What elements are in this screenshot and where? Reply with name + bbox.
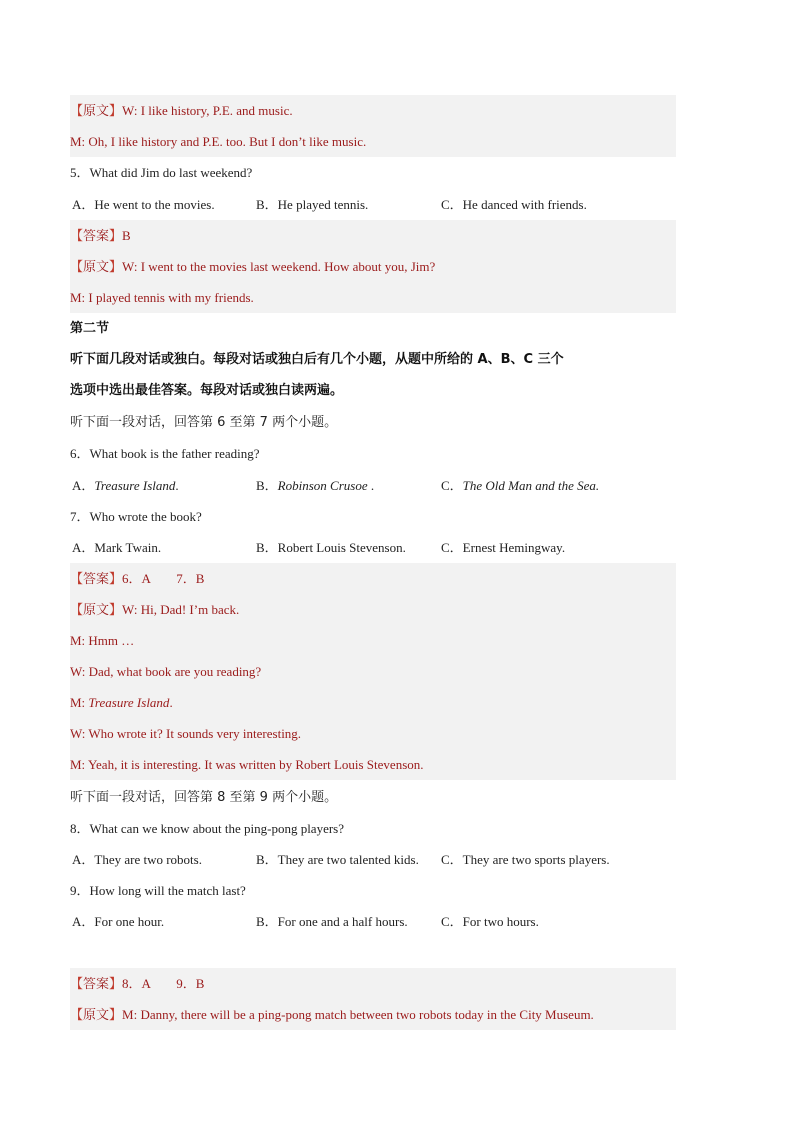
transcript-line: [70, 625, 676, 656]
question-text: 8．What can we know about the ping-pong players?: [70, 821, 345, 836]
answer-line: [70, 968, 676, 999]
bracket-open: 【: [70, 603, 84, 618]
transcript-text: W: I like history, P.E. and music.: [122, 103, 293, 118]
option-title: The Old Man and the Sea.: [462, 478, 600, 493]
option-title: Treasure Island: [94, 478, 176, 493]
question-9: [70, 875, 676, 906]
transcript-line: [70, 749, 676, 780]
answer-tag: 答案: [83, 572, 110, 587]
question-7: [70, 501, 676, 532]
transcript-title: Treasure Island: [88, 695, 170, 710]
question-text: 5．What did Jim do last weekend?: [70, 165, 253, 180]
transcript-line: [70, 656, 676, 687]
question-5: [70, 157, 676, 188]
transcript-speaker: M:: [70, 695, 89, 710]
bracket-close: 】: [109, 229, 123, 244]
option-b: B．He played tennis.: [256, 197, 369, 212]
option-a: A．They are two robots.: [72, 852, 202, 867]
question-text: 6．What book is the father reading?: [70, 446, 260, 461]
bracket-open: 【: [70, 977, 84, 992]
question-text: 9．How long will the match last?: [70, 883, 246, 898]
instructions-text: 选项中选出最佳答案。每段对话或独白读两遍。: [70, 383, 344, 398]
option-letter: A．: [72, 478, 95, 493]
transcript-text: W: Who wrote it? It sounds very interesting.: [70, 726, 302, 741]
transcript-text: W: I went to the movies last weekend. How about you, Jim?: [122, 259, 436, 274]
option-b: B．They are two talented kids.: [256, 852, 419, 867]
bracket-open: 【: [70, 260, 84, 275]
option-b: B．For one and a half hours.: [256, 914, 408, 929]
question-9-options: [70, 906, 676, 937]
option-letter: C．: [441, 478, 463, 493]
transcript-line: [70, 687, 676, 718]
question-6-options: [70, 470, 676, 501]
transcript-text: M: Danny, there will be a ping-pong match between two robots today in the City Museum.: [122, 1007, 594, 1022]
answer-line: [70, 563, 676, 594]
section-heading: [70, 313, 676, 344]
question-5-options: [70, 189, 676, 220]
option-a: [72, 470, 179, 501]
transcript-text: M: Hmm …: [70, 633, 135, 648]
answer-tag: 答案: [83, 977, 110, 992]
transcript-line: [70, 718, 676, 749]
option-c: [441, 470, 599, 501]
bracket-open: 【: [70, 229, 84, 244]
bracket-close: 】: [109, 572, 123, 587]
transcript-tag: 原文: [83, 104, 110, 119]
answer-text: 8．A 9．B: [122, 976, 205, 991]
transcript-tag: 原文: [83, 260, 110, 275]
transcript-punct: .: [169, 695, 173, 710]
dialogue-intro-text: 听下面一段对话，回答第 6 至第 7 两个小题。: [70, 415, 338, 430]
option-c: C．They are two sports players.: [441, 852, 610, 867]
transcript-line: [70, 282, 676, 313]
option-b: [256, 470, 374, 501]
section-heading-text: 第二节: [70, 321, 110, 336]
bracket-open: 【: [70, 572, 84, 587]
option-a: A．Mark Twain.: [72, 540, 162, 555]
transcript-text: W: Hi, Dad! I’m back.: [122, 602, 240, 617]
bracket-close: 】: [109, 104, 123, 119]
bracket-close: 】: [109, 977, 123, 992]
answer-text: B: [122, 228, 131, 243]
bracket-close: 】: [109, 603, 123, 618]
answer-text: 6．A 7．B: [122, 571, 205, 586]
option-a: A．For one hour.: [72, 914, 165, 929]
question-7-options: [70, 532, 676, 563]
option-title: Robinson Crusoe: [277, 478, 368, 493]
dialogue-intro: [70, 407, 676, 438]
question-8-options: [70, 844, 676, 875]
transcript-line: [70, 95, 676, 126]
transcript-text: W: Dad, what book are you reading?: [70, 664, 262, 679]
transcript-line: [70, 999, 676, 1030]
question-8: [70, 813, 676, 844]
transcript-text: M: Yeah, it is interesting. It was written by Robert Louis Stevenson.: [70, 757, 424, 772]
bracket-open: 【: [70, 104, 84, 119]
instructions-line-2: [70, 375, 676, 406]
bracket-close: 】: [109, 1008, 123, 1023]
option-a: A．He went to the movies.: [72, 197, 215, 212]
answer-line: [70, 220, 676, 251]
answer-tag: 答案: [83, 229, 110, 244]
transcript-line: [70, 594, 676, 625]
transcript-line: [70, 251, 676, 282]
transcript-tag: 原文: [83, 603, 110, 618]
option-punct: .: [175, 478, 179, 493]
question-6: [70, 438, 676, 469]
dialogue-intro: [70, 782, 676, 813]
instructions-text: 听下面几段对话或独白。每段对话或独白后有几个小题，从题中所给的 A、B、C 三个: [70, 352, 564, 367]
option-c: C．For two hours.: [441, 914, 539, 929]
transcript-text: M: Oh, I like history and P.E. too. But I don’t like music.: [70, 134, 367, 149]
transcript-line: [70, 126, 676, 157]
option-b: B．Robert Louis Stevenson.: [256, 540, 406, 555]
instructions-line-1: [70, 344, 710, 375]
transcript-tag: 原文: [83, 1008, 110, 1023]
bracket-open: 【: [70, 1008, 84, 1023]
option-letter: B．: [256, 478, 278, 493]
bracket-close: 】: [109, 260, 123, 275]
option-c: C．Ernest Hemingway.: [441, 540, 566, 555]
question-text: 7．Who wrote the book?: [70, 509, 202, 524]
transcript-text: M: I played tennis with my friends.: [70, 290, 254, 305]
dialogue-intro-text: 听下面一段对话，回答第 8 至第 9 两个小题。: [70, 790, 338, 805]
option-punct: .: [367, 478, 375, 493]
option-c: C．He danced with friends.: [441, 197, 587, 212]
